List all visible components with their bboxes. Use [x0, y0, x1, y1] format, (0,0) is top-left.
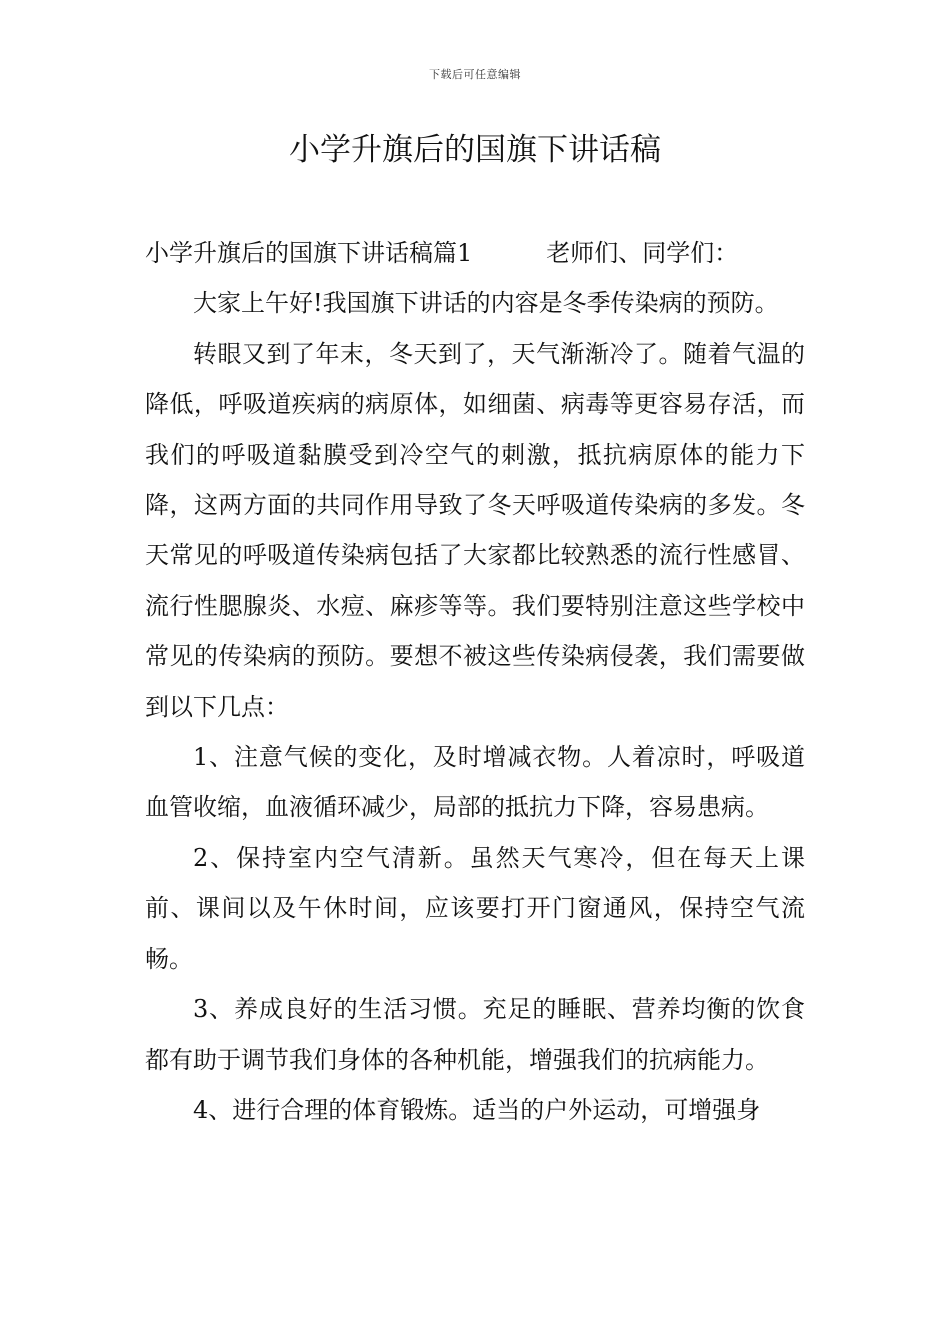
- paragraph-point-2: 2、保持室内空气清新。虽然天气寒冷，但在每天上课前、课间以及午休时间，应该要打开门窗通风，保持空气流畅。: [145, 843, 805, 973]
- intro-line: [145, 228, 805, 278]
- paragraph-point-3: 3、养成良好的生活习惯。充足的睡眠、营养均衡的饮食都有助于调节我们身体的各种机能，增强我们的抗病能力。: [145, 995, 805, 1074]
- document-title: 小学升旗后的国旗下讲话稿: [289, 132, 661, 168]
- greeting: 老师们、同学们：: [546, 239, 739, 267]
- paragraph-point-4: 4、进行合理的体育锻炼。适当的户外运动，可增强身: [193, 1095, 761, 1124]
- document-body: [145, 228, 805, 1135]
- paragraph-opening: 大家上午好!我国旗下讲话的内容是冬季传染病的预防。: [193, 289, 779, 318]
- paragraph-background: 转眼又到了年末，冬天到了，天气渐渐冷了。随着气温的降低，呼吸道疾病的病原体，如细菌、病毒等更容易存活，而我们的呼吸道黏膜受到冷空气的刺激，抵抗病原体的能力下降，这两方面的共同作用导致了冬天呼吸道传染病的多发。冬天常见的呼吸道传染病包括了大家都比较熟悉的流行性感冒、流行性腮腺炎、水痘、麻疹等等。我们要特别注意这些学校中常见的传染病的预防。要想不被这些传染病侵袭，我们需要做到以下几点：: [145, 339, 805, 721]
- page-header-note: 下载后可任意编辑: [429, 68, 521, 81]
- section-subtitle: 小学升旗后的国旗下讲话稿篇1: [145, 239, 473, 267]
- paragraph-point-1: 1、注意气候的变化，及时增减衣物。人着凉时，呼吸道血管收缩，血液循环减少，局部的抵抗力下降，容易患病。: [145, 743, 805, 822]
